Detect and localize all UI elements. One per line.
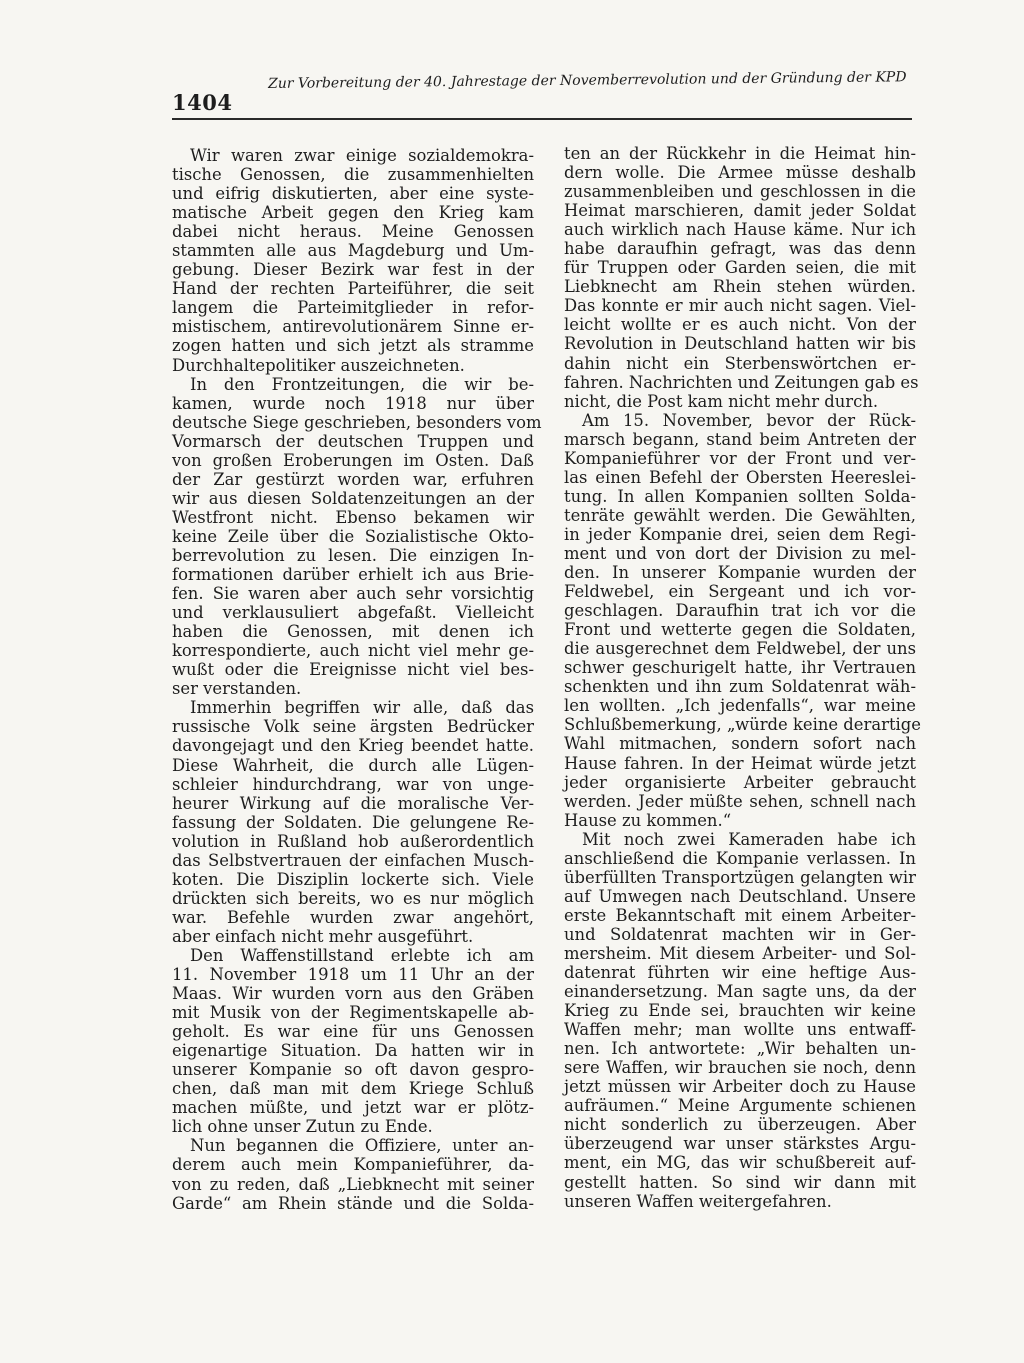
text-line: marsch begann, stand beim Antreten der bbox=[564, 429, 916, 449]
text-line: 11. November 1918 um 11 Uhr an der bbox=[172, 965, 534, 985]
text-line: einandersetzung. Man sagte uns, da der bbox=[564, 982, 916, 1002]
right-text-column bbox=[564, 144, 921, 1211]
text-line: Liebknecht am Rhein stehen würden. bbox=[564, 277, 916, 297]
text-line: unseren Waffen weitergefahren. bbox=[564, 1191, 832, 1211]
text-line: Hause fahren. In der Heimat würde jetzt bbox=[564, 753, 916, 773]
text-line: schenkten und ihn zum Soldatenrat wäh- bbox=[564, 677, 916, 697]
text-line: deutsche Siege geschrieben, besonders vom bbox=[172, 412, 542, 432]
text-line: fahren. Nachrichten und Zeitungen gab es bbox=[564, 372, 919, 392]
text-line: ten an der Rückkehr in die Heimat hin- bbox=[564, 144, 916, 163]
text-line: Immerhin begriffen wir alle, daß das bbox=[190, 698, 534, 718]
text-line: schleier hindurchdrang, war von unge- bbox=[172, 774, 534, 794]
text-line: drückten sich bereits, wo es nur möglich bbox=[172, 888, 534, 908]
text-line: tenräte gewählt werden. Die Gewählten, bbox=[564, 505, 916, 525]
text-line: aber einfach nicht mehr ausgeführt. bbox=[172, 926, 474, 946]
text-line: eigenartige Situation. Da hatten wir in bbox=[172, 1041, 534, 1061]
text-line: len wollten. „Ich jedenfalls“, war meine bbox=[564, 696, 916, 716]
text-line: Kompanieführer vor der Front und ver- bbox=[564, 448, 916, 468]
text-line: volution in Rußland hob außerordentlich bbox=[172, 831, 534, 851]
text-line: dern wolle. Die Armee müsse deshalb bbox=[564, 163, 916, 183]
text-line: stammten alle aus Magdeburg und Um- bbox=[172, 241, 534, 261]
paragraph bbox=[172, 1136, 534, 1212]
text-line: ment und von dort der Division zu mel- bbox=[564, 543, 916, 563]
text-line: für Truppen oder Garden seien, die mit bbox=[564, 258, 916, 278]
text-line: schwer geschurigelt hatte, ihr Vertrauen bbox=[564, 658, 916, 678]
text-line: derem auch mein Kompanieführer, da- bbox=[172, 1155, 534, 1175]
header-rule bbox=[172, 118, 912, 120]
text-line: mistischem, antirevolutionärem Sinne er- bbox=[172, 317, 534, 337]
text-line: von großen Eroberungen im Osten. Daß bbox=[172, 450, 534, 470]
text-line: erste Bekanntschaft mit einem Arbeiter- bbox=[564, 905, 916, 925]
text-line: zogen hatten und sich jetzt als stramme bbox=[172, 336, 534, 356]
text-line: werden. Jeder müßte sehen, schnell nach bbox=[564, 791, 916, 811]
text-line: die ausgerechnet dem Feldwebel, der uns bbox=[564, 639, 916, 659]
text-line: Den Waffenstillstand erlebte ich am bbox=[190, 945, 534, 965]
text-line: Garde“ am Rhein stände und die Solda- bbox=[172, 1193, 534, 1213]
text-line: und Soldatenrat machten wir in Ger- bbox=[564, 924, 916, 944]
text-line: fassung der Soldaten. Die gelungene Re- bbox=[172, 812, 534, 832]
paragraph bbox=[564, 830, 916, 1211]
text-line: Maas. Wir wurden vorn aus den Gräben bbox=[172, 984, 534, 1004]
text-line: unserer Kompanie so oft davon gespro- bbox=[172, 1060, 534, 1080]
text-line: tung. In allen Kompanien sollten Solda- bbox=[564, 486, 916, 506]
text-line: Am 15. November, bevor der Rück- bbox=[582, 410, 916, 430]
text-line: Mit noch zwei Kameraden habe ich bbox=[582, 829, 916, 849]
text-line: fen. Sie waren aber auch sehr vorsichtig bbox=[172, 584, 534, 604]
text-line: habe daraufhin gefragt, was das denn bbox=[564, 239, 916, 259]
text-line: dahin nicht ein Sterbenswörtchen er- bbox=[564, 353, 916, 373]
text-line: Front und wetterte gegen die Soldaten, bbox=[564, 620, 916, 640]
text-line: Nun begannen die Offiziere, unter an- bbox=[190, 1136, 534, 1156]
text-line: Feldwebel, ein Sergeant und ich vor- bbox=[564, 582, 916, 602]
text-line: wußt oder die Ereignisse nicht viel bes- bbox=[172, 660, 534, 680]
text-line: und eifrig diskutierten, aber eine syste- bbox=[172, 184, 534, 204]
paragraph bbox=[172, 698, 534, 946]
text-line: berrevolution zu lesen. Die einzigen In- bbox=[172, 545, 534, 565]
text-line: Wir waren zwar einige sozialdemokra- bbox=[190, 146, 534, 165]
text-line: war. Befehle wurden zwar angehört, bbox=[172, 907, 534, 927]
text-line: Wahl mitmachen, sondern sofort nach bbox=[564, 734, 916, 754]
text-line: Das konnte er mir auch nicht sagen. Viel- bbox=[564, 296, 916, 316]
text-line: von zu reden, daß „Liebknecht mit seiner bbox=[172, 1174, 534, 1194]
text-line: Westfront nicht. Ebenso bekamen wir bbox=[172, 507, 534, 527]
text-line: kamen, wurde noch 1918 nur über bbox=[172, 393, 534, 413]
text-line: geholt. Es war eine für uns Genossen bbox=[172, 1022, 534, 1042]
text-line: lich ohne unser Zutun zu Ende. bbox=[172, 1117, 433, 1137]
text-line: in jeder Kompanie drei, seien dem Regi- bbox=[564, 524, 916, 544]
text-line: mit Musik von der Regimentskapelle ab- bbox=[172, 1003, 534, 1023]
text-line: machen müßte, und jetzt war er plötz- bbox=[172, 1098, 534, 1118]
text-line: korrespondierte, auch nicht viel mehr ge- bbox=[172, 641, 534, 661]
text-line: jeder organisierte Arbeiter gebraucht bbox=[564, 772, 916, 792]
text-line: keine Zeile über die Sozialistische Okto- bbox=[172, 526, 534, 546]
text-line: ment, ein MG, das wir schußbereit auf- bbox=[564, 1153, 916, 1173]
text-line: überfüllten Transportzügen gelangten wir bbox=[564, 867, 916, 887]
page-number: 1404 bbox=[172, 90, 233, 115]
text-line: leicht wollte er es auch nicht. Von der bbox=[564, 315, 916, 335]
text-line: Schlußbemerkung, „würde keine derartige bbox=[564, 715, 921, 735]
paragraph bbox=[172, 374, 542, 699]
text-line: chen, daß man mit dem Kriege Schluß bbox=[172, 1079, 534, 1099]
text-line: davongejagt und den Krieg beendet hatte. bbox=[172, 736, 534, 756]
text-line: Diese Wahrheit, die durch alle Lügen- bbox=[172, 755, 534, 775]
text-line: nen. Ich antwortete: „Wir behalten un- bbox=[564, 1039, 916, 1059]
text-line: anschließend die Kompanie verlassen. In bbox=[564, 848, 916, 868]
text-line: überzeugend war unser stärkstes Argu- bbox=[564, 1134, 916, 1154]
text-line: ser verstanden. bbox=[172, 679, 302, 699]
running-title: Zur Vorbereitung der 40. Jahrestage der Novemberrevolution und der Gründung der KPD bbox=[268, 69, 907, 92]
text-line: Krieg zu Ende sei, brauchten wir keine bbox=[564, 1001, 916, 1021]
text-line: dabei nicht heraus. Meine Genossen bbox=[172, 222, 534, 242]
text-line: Vormarsch der deutschen Truppen und bbox=[172, 431, 534, 451]
text-line: matische Arbeit gegen den Krieg kam bbox=[172, 203, 534, 223]
text-line: haben die Genossen, mit denen ich bbox=[172, 622, 534, 642]
text-line: jetzt müssen wir Arbeiter doch zu Hause bbox=[564, 1077, 916, 1097]
text-line: gebung. Dieser Bezirk war fest in der bbox=[172, 260, 534, 280]
paragraph bbox=[564, 144, 919, 411]
text-line: nicht, die Post kam nicht mehr durch. bbox=[564, 391, 879, 411]
text-line: zusammenbleiben und geschlossen in die bbox=[564, 182, 916, 202]
text-line: mersheim. Mit diesem Arbeiter- und Sol- bbox=[564, 943, 916, 963]
page-header bbox=[172, 69, 912, 116]
text-line: langem die Parteimitglieder in refor- bbox=[172, 298, 534, 318]
text-line: Durchhaltepolitiker auszeichneten. bbox=[172, 355, 465, 375]
text-line: Revolution in Deutschland hatten wir bis bbox=[564, 334, 916, 354]
text-line: wir aus diesen Soldatenzeitungen an der bbox=[172, 488, 534, 508]
text-line: gestellt hatten. So sind wir dann mit bbox=[564, 1172, 916, 1192]
text-line: heurer Wirkung auf die moralische Ver- bbox=[172, 793, 534, 813]
text-line: sere Waffen, wir brauchen sie noch, denn bbox=[564, 1058, 916, 1078]
text-line: aufräumen.“ Meine Argumente schienen bbox=[564, 1096, 916, 1116]
text-line: formationen darüber erhielt ich aus Brie- bbox=[172, 565, 534, 585]
text-line: In den Frontzeitungen, die wir be- bbox=[190, 374, 534, 394]
text-line: tische Genossen, die zusammenhielten bbox=[172, 165, 534, 185]
paragraph bbox=[564, 410, 921, 830]
text-line: der Zar gestürzt worden war, erfuhren bbox=[172, 469, 534, 489]
text-line: las einen Befehl der Obersten Heereslei- bbox=[564, 467, 916, 487]
text-line: Waffen mehr; man wollte uns entwaff- bbox=[564, 1020, 916, 1040]
text-line: Hause zu kommen.“ bbox=[564, 810, 732, 830]
text-line: den. In unserer Kompanie wurden der bbox=[564, 563, 916, 583]
left-text-column bbox=[172, 146, 542, 1213]
text-line: geschlagen. Daraufhin trat ich vor die bbox=[564, 601, 916, 621]
text-line: russische Volk seine ärgsten Bedrücker bbox=[172, 717, 534, 737]
text-line: Hand der rechten Parteiführer, die seit bbox=[172, 279, 534, 299]
text-line: datenrat führten wir eine heftige Aus- bbox=[564, 963, 916, 983]
text-line: auf Umwegen nach Deutschland. Unsere bbox=[564, 886, 916, 906]
paragraph bbox=[172, 946, 534, 1136]
text-line: koten. Die Disziplin lockerte sich. Viele bbox=[172, 869, 534, 889]
paragraph bbox=[172, 146, 534, 375]
text-line: nicht sonderlich zu überzeugen. Aber bbox=[564, 1115, 916, 1135]
text-line: Heimat marschieren, damit jeder Soldat bbox=[564, 201, 916, 221]
text-line: das Selbstvertrauen der einfachen Musch- bbox=[172, 850, 534, 870]
text-line: auch wirklich nach Hause käme. Nur ich bbox=[564, 220, 916, 240]
text-line: und verklausuliert abgefaßt. Vielleicht bbox=[172, 603, 534, 623]
